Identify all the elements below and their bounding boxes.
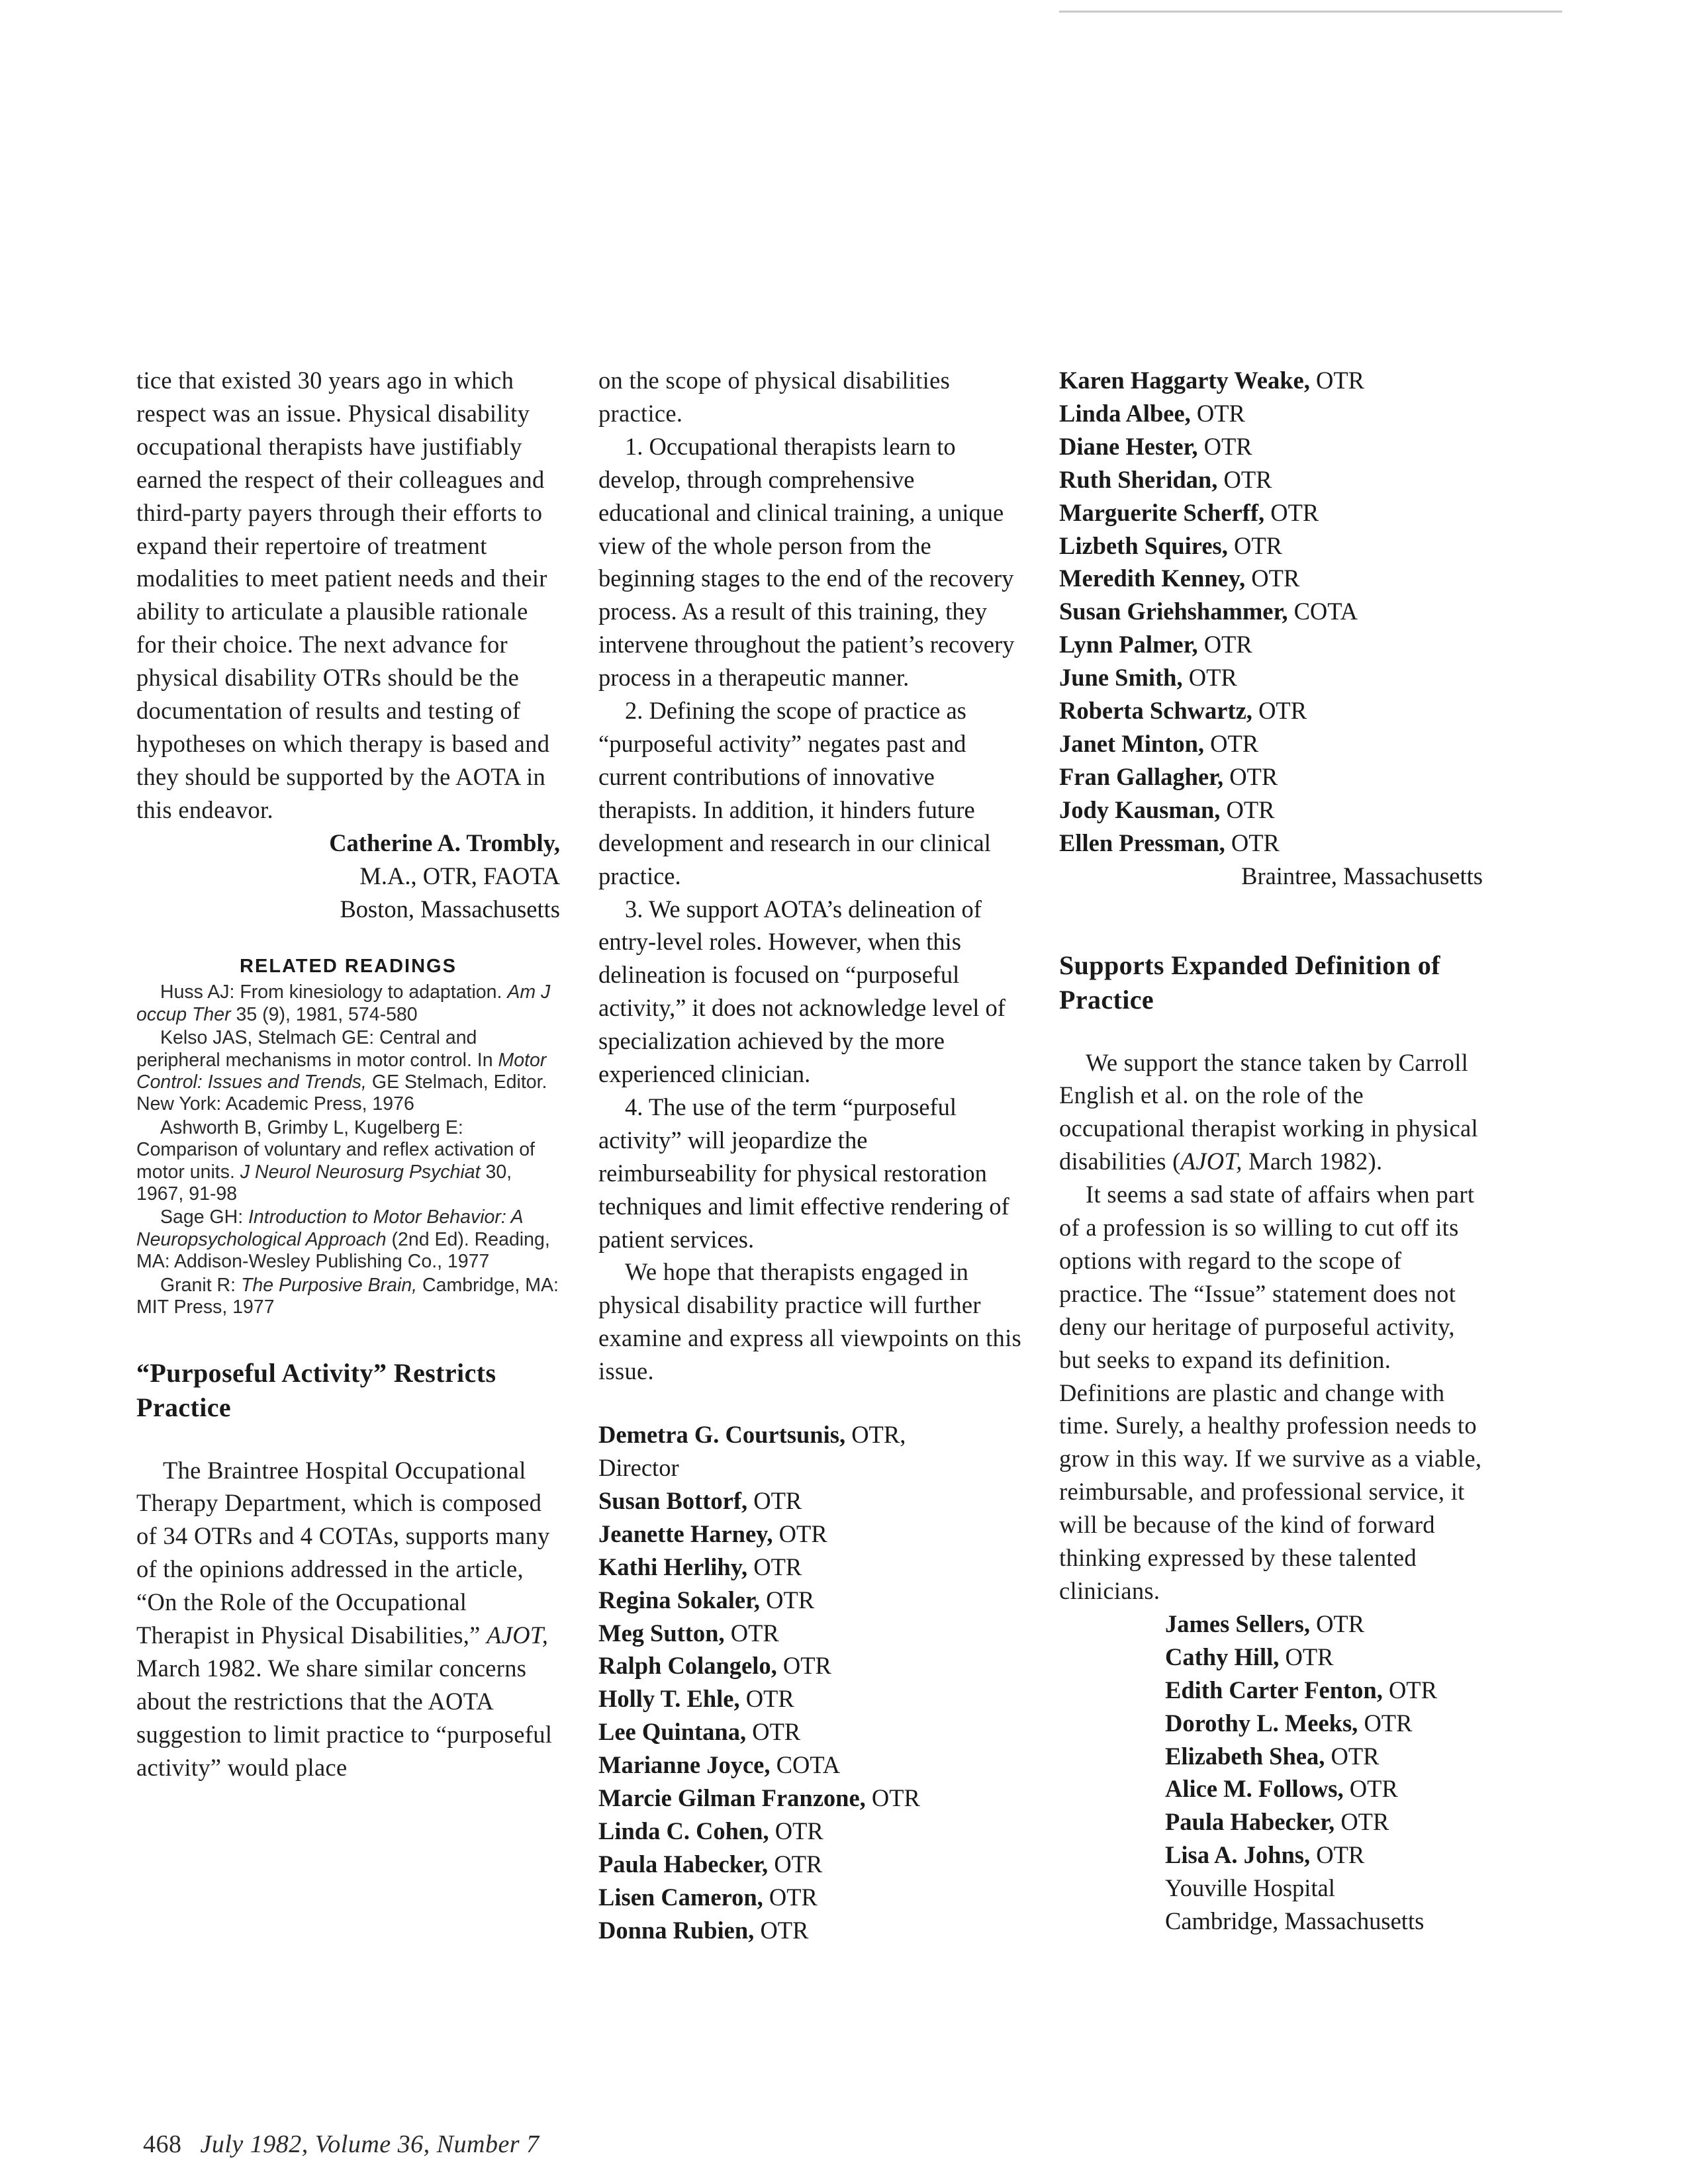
column-middle — [598, 364, 1022, 1947]
signatory — [1165, 1772, 1483, 1805]
signatory-name: Holly T. Ehle, — [598, 1685, 740, 1713]
signatory — [1059, 397, 1483, 430]
braintree-signatories-list-2 — [1059, 364, 1483, 860]
page-number: 468 — [143, 2130, 182, 2158]
signatory — [598, 1418, 1022, 1451]
reading-details: Cambridge, MA: MIT Press, 1977 — [136, 1274, 559, 1318]
header-rule — [1059, 11, 1562, 13]
signatory-name: Ralph Colangelo, — [598, 1652, 777, 1680]
signatory — [1059, 529, 1483, 563]
youville-letter-paragraph-1 — [1059, 1046, 1483, 1179]
signatory-credential: OTR — [745, 1685, 794, 1713]
signatory-credential: OTR — [1210, 729, 1259, 757]
signatory — [1059, 760, 1483, 794]
signatory-credential: OTR — [753, 1486, 802, 1514]
signatory-credential: OTR — [774, 1817, 823, 1844]
signatory-name: Dorothy L. Meeks, — [1165, 1709, 1358, 1737]
signatory — [1165, 1608, 1483, 1641]
signatory-credential: OTR — [769, 1883, 818, 1911]
signatory-credential: OTR — [1285, 1643, 1334, 1670]
signatory — [598, 1451, 1022, 1484]
column-left — [136, 364, 560, 1784]
page-footer — [143, 2130, 539, 2159]
signatory — [1059, 827, 1483, 860]
braintree-letter-continuation: on the scope of physical disabilities practice. — [598, 367, 951, 427]
signatory — [1165, 1805, 1483, 1839]
signatory — [1059, 496, 1483, 529]
signatory-name: Donna Rubien, — [598, 1916, 755, 1944]
signatory — [598, 1782, 1022, 1815]
signatory-name: Marcie Gilman Franzone, — [598, 1784, 866, 1812]
signatory — [1059, 430, 1483, 463]
signatory-name: Kathi Herlihy, — [598, 1553, 748, 1580]
signatory-name: Meg Sutton, — [598, 1619, 725, 1647]
signatory-credential: OTR — [1231, 829, 1280, 856]
signatory — [598, 1815, 1022, 1848]
signatory-credential: OTR — [1340, 1808, 1389, 1836]
signatory-name: Paula Habecker, — [598, 1850, 769, 1878]
signatory — [598, 1584, 1022, 1617]
signatory-name: Ruth Sheridan, — [1059, 465, 1218, 493]
numbered-point: 3. We support AOTA’s delineation of entry-level roles. However, when this delineation is focused on “purposeful activity,” it does not acknowledge level of specialization achieved by the more experienced clinician. — [598, 895, 1006, 1088]
column-right — [1059, 364, 1483, 1938]
signatory — [598, 1484, 1022, 1518]
reading-details: 35 (9), 1981, 574-580 — [236, 1003, 418, 1025]
youville-institution: Youville Hospital — [1165, 1874, 1335, 1902]
signatory-credential: OTR — [753, 1553, 802, 1580]
signatory-credential: OTR, — [851, 1421, 906, 1449]
signatory-credential: OTR — [1315, 367, 1364, 394]
signatory-name: Lizbeth Squires, — [1059, 531, 1228, 559]
signatory-credential: OTR — [1226, 796, 1275, 823]
signatory-name: Linda C. Cohen, — [598, 1817, 769, 1844]
reading-title: Introduction to Motor Behavior: A Neuropsychological Approach — [136, 1206, 523, 1250]
trombly-letter-closing-paragraph: tice that existed 30 years ago in which respect was an issue. Physical disability occupational therapists have justifiably earned the respect of their colleagues and third-party payers through their efforts to expand their repertoire of treatment modalities to meet patient needs and their ability to articulate a plausible rationale for their choice. The next advance for physical disability OTRs should be the documentation of results and testing of hypotheses on which therapy is based and they should be supported by the AOTA in this endeavor. — [136, 367, 550, 823]
signatory-name: Jody Kausman, — [1059, 796, 1221, 823]
signatory — [1165, 1740, 1483, 1773]
reading-text: Kelso JAS, Stelmach GE: Central and peripheral mechanisms in motor control. In — [136, 1027, 493, 1071]
braintree-closing-paragraph: We hope that therapists engaged in physical disability practice will further examine and express all viewpoints on this issue. — [598, 1258, 1022, 1385]
reading-text: Ashworth B, Grimby L, Kugelberg E: Comparison of voluntary and reflex activation of motor units. — [136, 1116, 535, 1183]
signatory — [598, 1881, 1022, 1914]
signatory-name: Susan Bottorf, — [598, 1486, 748, 1514]
letter-heading-supports-expanded: Supports Expanded Definition of Practice — [1059, 950, 1440, 1015]
signatory-name: Susan Griehshammer, — [1059, 598, 1288, 625]
signatory — [1059, 727, 1483, 760]
signatory-credential: OTR — [778, 1520, 827, 1547]
signatory-name: Lisa A. Johns, — [1165, 1841, 1311, 1869]
braintree-para-part-a: The Braintree Hospital Occupational Therapy Department, which is composed of 34 OTRs and 4 COTAs, supports many of the opinions addressed in the article, “On the Role of the Occupational Therapist in Physical Disabilities,” — [136, 1456, 550, 1649]
reading-details: GE Stelmach, Editor. New York: Academic Press, 1976 — [136, 1071, 547, 1115]
signatory — [1165, 1707, 1483, 1740]
signatory-credential: OTR — [1388, 1676, 1437, 1704]
signatory-credential: OTR — [1223, 465, 1272, 493]
signatory-credential: OTR — [1331, 1742, 1380, 1770]
issue-info: July 1982, Volume 36, Number 7 — [200, 2130, 539, 2158]
braintree-points-list — [598, 430, 1022, 1256]
signatory-credential: OTR — [1188, 664, 1237, 692]
signatory-name: Fran Gallagher, — [1059, 762, 1224, 790]
signatory — [1059, 364, 1483, 397]
signatory-name: Marianne Joyce, — [598, 1751, 771, 1779]
signatory-name: Linda Albee, — [1059, 399, 1191, 427]
signatory — [1059, 463, 1483, 496]
related-reading-item — [136, 1275, 560, 1319]
youville-letter-paragraph-2: It seems a sad state of affairs when part of a profession is so willing to cut off its options with regard to the scope of practice. The “Issue” statement does not deny our heritage of purposeful activity, but seeks to expand its definition. Definitions are plastic and change with time. Surely, a healthy profession needs to grow in this way. If we survive as a viable, reimbursable, and professional service, it will be because of the kind of forward thinking expressed by these talented clinicians. — [1059, 1181, 1482, 1604]
signatory-name: Lynn Palmer, — [1059, 631, 1198, 659]
signatory — [1059, 628, 1483, 661]
signatory-credential: OTR — [782, 1652, 831, 1680]
signatory-name: Meredith Kenney, — [1059, 565, 1246, 592]
signatory-credential: OTR — [752, 1718, 801, 1746]
signatory — [598, 1617, 1022, 1650]
signatory-credential: OTR — [1316, 1610, 1365, 1637]
youville-signatories-list — [1165, 1608, 1483, 1872]
signatory-name: Cathy Hill, — [1165, 1643, 1280, 1670]
reading-text: Sage GH: — [160, 1206, 244, 1228]
related-reading-item — [136, 1027, 560, 1116]
signatory-name: Lee Quintana, — [598, 1718, 747, 1746]
numbered-point: 2. Defining the scope of practice as “purposeful activity” negates past and current contributions of innovative therapists. In addition, it hinders future development and research in our clinical practice. — [598, 697, 991, 889]
reading-text: Granit R: — [160, 1274, 236, 1296]
signatory-credential: Director — [598, 1454, 679, 1481]
signatory — [598, 1914, 1022, 1947]
signatory-credential: OTR — [1196, 399, 1245, 427]
signatory — [1165, 1674, 1483, 1707]
reading-title: Am J occup Ther — [136, 981, 551, 1025]
signatory — [598, 1518, 1022, 1551]
reading-text: Huss AJ: From kinesiology to adaptation. — [160, 981, 502, 1003]
related-readings-list — [136, 981, 560, 1318]
journal-name-ajot: AJOT, — [1180, 1148, 1243, 1175]
signatory — [598, 1682, 1022, 1715]
reading-details: (2nd Ed). Reading, MA: Addison-Wesley Publishing Co., 1977 — [136, 1228, 550, 1273]
braintree-letter-paragraph — [136, 1454, 560, 1784]
reading-title: Motor Control: Issues and Trends, — [136, 1049, 547, 1093]
reading-details: 30, 1967, 91-98 — [136, 1161, 512, 1205]
signatory — [598, 1551, 1022, 1584]
signatory-credential: COTA — [776, 1751, 841, 1779]
signatory-name: Alice M. Follows, — [1165, 1775, 1344, 1803]
signatory-name: Marguerite Scherff, — [1059, 498, 1265, 526]
signatory — [1165, 1641, 1483, 1674]
journal-name-ajot: AJOT, — [487, 1621, 549, 1649]
signatory-credential: OTR — [1364, 1709, 1413, 1737]
signatory — [1059, 694, 1483, 727]
numbered-point: 1. Occupational therapists learn to develop, through comprehensive educational and clinical training, a unique view of the whole person from the beginning stages to the end of the recovery process. As a result of this training, they intervene throughout the patient’s recovery process in a therapeutic manner. — [598, 432, 1015, 692]
signatory — [598, 1649, 1022, 1682]
signature-credentials: M.A., OTR, FAOTA — [359, 862, 560, 889]
signatory-credential: COTA — [1293, 598, 1358, 625]
signatory-name: June Smith, — [1059, 664, 1183, 692]
signatory-name: Diane Hester, — [1059, 432, 1198, 460]
signatory-name: Lisen Cameron, — [598, 1883, 763, 1911]
reading-title: J Neurol Neurosurg Psychiat — [240, 1161, 481, 1183]
youville-location: Cambridge, Massachusetts — [1165, 1907, 1425, 1935]
signatory-credential: OTR — [871, 1784, 920, 1812]
reading-title: The Purposive Brain, — [240, 1274, 418, 1296]
signatory-name: Elizabeth Shea, — [1165, 1742, 1325, 1770]
signatory — [1059, 661, 1483, 694]
signatory — [598, 1848, 1022, 1881]
signatory-credential: OTR — [1349, 1775, 1398, 1803]
signatory-name: James Sellers, — [1165, 1610, 1310, 1637]
signatory-name: Jeanette Harney, — [598, 1520, 773, 1547]
signatory — [1059, 562, 1483, 595]
letter-heading-purposeful-activity: “Purposeful Activity” Restricts Practice — [136, 1357, 496, 1422]
trombly-signature — [136, 827, 560, 926]
braintree-signatories-list-1 — [598, 1418, 1022, 1947]
signatory-credential: OTR — [766, 1586, 815, 1614]
signatory-name: Edith Carter Fenton, — [1165, 1676, 1383, 1704]
youville-para-part-a: We support the stance taken by Carroll English et al. on the role of the occupational therapist working in physical disabilities ( — [1059, 1048, 1478, 1175]
signatory-name: Demetra G. Courtsunis, — [598, 1421, 846, 1449]
signatory-name: Regina Sokaler, — [598, 1586, 761, 1614]
signatory-credential: OTR — [1316, 1841, 1365, 1869]
signatory-credential: OTR — [1258, 697, 1307, 725]
signatory-credential: OTR — [760, 1916, 809, 1944]
signatory-name: Roberta Schwartz, — [1059, 697, 1252, 725]
signature-name: Catherine A. Trombly, — [329, 829, 560, 856]
braintree-para-part-b: March 1982. We share similar concerns about the restrictions that the AOTA suggestion to limit practice to “purposeful activity” would place — [136, 1654, 553, 1781]
signatory — [1059, 595, 1483, 628]
signatory — [1059, 794, 1483, 827]
signatory-credential: OTR — [1203, 432, 1252, 460]
related-reading-item — [136, 1117, 560, 1206]
signatory-name: Ellen Pressman, — [1059, 829, 1225, 856]
numbered-point: 4. The use of the term “purposeful activity” will jeopardize the reimburseability for physical restoration techniques and limit effective rendering of patient services. — [598, 1093, 1009, 1253]
signatory-credential: OTR — [1229, 762, 1278, 790]
related-readings-title: RELATED READINGS — [240, 956, 457, 978]
signatory-name: Paula Habecker, — [1165, 1808, 1335, 1836]
signatory-name: Janet Minton, — [1059, 729, 1204, 757]
signatory-credential: OTR — [774, 1850, 823, 1878]
related-reading-item — [136, 981, 560, 1026]
signatory-credential: OTR — [1234, 531, 1283, 559]
signatory-name: Karen Haggarty Weake, — [1059, 367, 1310, 394]
signatory — [1165, 1839, 1483, 1872]
signatory-credential: OTR — [1270, 498, 1319, 526]
signatory — [598, 1749, 1022, 1782]
signature-location: Boston, Massachusetts — [340, 895, 560, 923]
youville-para-part-b: March 1982). — [1248, 1148, 1383, 1175]
signatory-credential: OTR — [1251, 565, 1300, 592]
signatory-credential: OTR — [730, 1619, 779, 1647]
braintree-location: Braintree, Massachusetts — [1241, 862, 1483, 889]
related-reading-item — [136, 1206, 560, 1273]
signatory-credential: OTR — [1203, 631, 1252, 659]
signatory — [598, 1715, 1022, 1749]
